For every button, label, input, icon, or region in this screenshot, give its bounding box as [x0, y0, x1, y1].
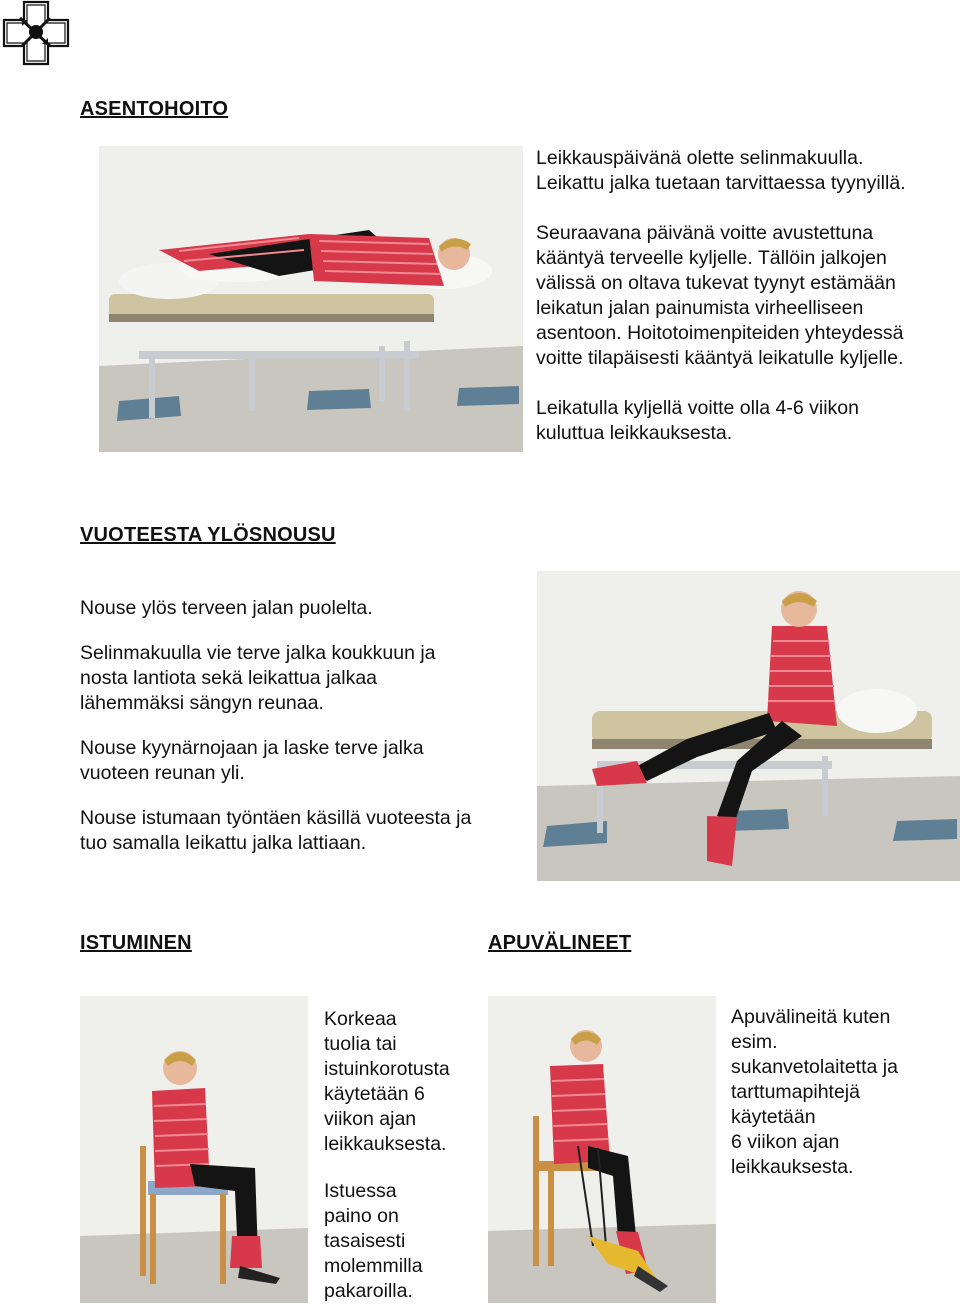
text-line: tasaisesti [324, 1230, 406, 1252]
text-line: sukanvetolaitetta ja [731, 1056, 898, 1078]
text-line: käytetään [731, 1106, 816, 1128]
apuvalineet-text [731, 1005, 959, 1180]
photo-sitting-on-high-chair [80, 996, 308, 1303]
text-line: nosta lantiota sekä leikattua jalkaa [80, 667, 378, 689]
text-line: tarttumapihtejä [731, 1081, 860, 1103]
text-line: molemmilla [324, 1255, 423, 1277]
text-line: leikatun jalan painumista virheelliseen [536, 297, 864, 319]
text-line: vuoteen reunan yli. [80, 762, 245, 784]
text-line: istuinkorotusta [324, 1058, 450, 1080]
text-line: 6 viikon ajan [731, 1131, 840, 1153]
section-heading-asentohoito: ASENTOHOITO [80, 98, 229, 120]
text-line: pakaroilla. [324, 1280, 413, 1302]
istuminen-text [324, 1007, 484, 1304]
orthopedic-cross-logo-icon [2, 0, 70, 66]
text-line: Leikattu jalka tuetaan tarvittaessa tyynyillä. [536, 172, 906, 194]
text-line: voitte tilapäisesti kääntyä leikatulle kyljelle. [536, 347, 904, 369]
text-line: välissä on oltava tukevat tyynyt estämään [536, 272, 896, 294]
vuoteesta-text [80, 596, 530, 856]
text-line: Nouse istumaan työntäen käsillä vuoteesta ja [80, 807, 472, 829]
text-line: tuo samalla leikattu jalka lattiaan. [80, 832, 367, 854]
text-line: Korkeaa [324, 1008, 397, 1030]
text-line: Leikatulla kyljellä voitte olla 4-6 viikon [536, 397, 859, 419]
photo-using-sock-aid [488, 996, 716, 1303]
text-line: leikkauksesta. [731, 1156, 854, 1178]
asentohoito-text [536, 146, 956, 446]
text-line: asentoon. Hoitotoimenpiteiden yhteydessä [536, 322, 904, 344]
text-line: Nouse ylös terveen jalan puolelta. [80, 597, 373, 619]
text-line: leikkauksesta. [324, 1133, 447, 1155]
text-line: käytetään 6 [324, 1083, 425, 1105]
text-line: Istuessa [324, 1180, 397, 1202]
photo-sitting-up-on-bed [537, 571, 960, 881]
photo-side-lying-with-pillows [99, 146, 523, 452]
section-heading-istuminen: ISTUMINEN [80, 932, 192, 954]
text-line: kuluttua leikkauksesta. [536, 422, 733, 444]
text-line: Leikkauspäivänä olette selinmakuulla. [536, 147, 864, 169]
text-line: tuolia tai [324, 1033, 397, 1055]
text-line: Nouse kyynärnojaan ja laske terve jalka [80, 737, 424, 759]
section-heading-vuoteesta-ylosnousu: VUOTEESTA YLÖSNOUSU [80, 524, 336, 546]
text-line: Apuvälineitä kuten [731, 1006, 891, 1028]
section-heading-apuvalineet: APUVÄLINEET [488, 932, 632, 954]
text-line: viikon ajan [324, 1108, 417, 1130]
text-line: esim. [731, 1031, 778, 1053]
logo [2, 0, 70, 66]
text-line: lähemmäksi sängyn reunaa. [80, 692, 324, 714]
text-line: kääntyä terveelle kyljelle. Tällöin jalkojen [536, 247, 887, 269]
text-line: Seuraavana päivänä voitte avustettuna [536, 222, 874, 244]
text-line: paino on [324, 1205, 399, 1227]
text-line: Selinmakuulla vie terve jalka koukkuun ja [80, 642, 436, 664]
